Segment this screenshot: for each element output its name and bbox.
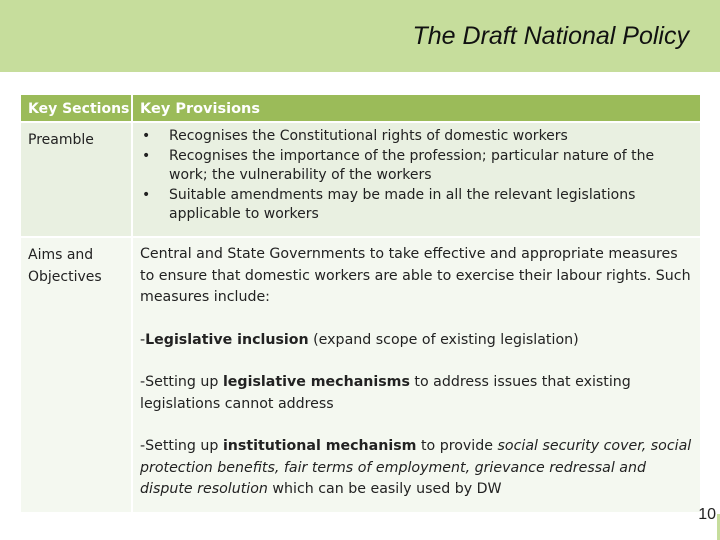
text-span: -Setting up	[140, 438, 223, 454]
bold-text: Legislative inclusion	[145, 331, 309, 348]
section-label-preamble: Preamble	[28, 132, 94, 148]
bullet-icon: •	[142, 147, 151, 164]
provisions-cell	[133, 123, 700, 236]
header-key-sections: Key Sections	[21, 95, 133, 121]
page-number: 10	[698, 506, 716, 523]
bullet-icon: •	[142, 128, 151, 144]
section-cell	[21, 238, 133, 512]
bullet-text: Suitable amendments may be made in all the relevant legislations applicable to workers	[169, 186, 636, 222]
aims-intro: Central and State Governments to take effective and appropriate measures to ensure that domestic workers are able to exercise their labour rights. Such measures include:	[140, 246, 691, 305]
text-span: -	[140, 331, 146, 348]
list-item	[140, 186, 694, 225]
provisions-cell	[133, 238, 700, 512]
table-row-preamble	[21, 123, 700, 238]
title-band	[0, 0, 720, 72]
bullet-text: Recognises the importance of the profession; particular nature of the work; the vulnerability of the workers	[169, 147, 655, 183]
bullet-text: Recognises the Constitutional rights of domestic workers	[169, 128, 568, 144]
list-item	[140, 127, 694, 147]
table-header-row	[21, 95, 700, 123]
italic-text: social security cover, social protection benefits, fair terms of employment, grievance redressal and dispute resolution	[140, 438, 692, 497]
section-cell	[21, 123, 133, 236]
page-corner-frame	[0, 514, 720, 540]
section-label-aims: Aims and Objectives	[28, 247, 102, 285]
bold-text: institutional mechanism	[222, 438, 417, 454]
measure-legislative-inclusion	[140, 330, 694, 352]
slide-title: The Draft National Policy	[412, 22, 689, 50]
bullet-icon: •	[142, 186, 151, 203]
text-span: -Setting up	[140, 374, 223, 390]
text-span: which can be easily used by DW	[267, 481, 502, 497]
measure-legislative-mechanisms	[140, 372, 694, 415]
table-row-aims	[21, 238, 700, 514]
bold-text: legislative mechanisms	[222, 374, 410, 390]
header-key-provisions: Key Provisions	[140, 101, 260, 117]
measure-institutional-mechanism	[140, 436, 694, 501]
text-span: (expand scope of existing legislation)	[308, 331, 579, 348]
provisions-table	[21, 95, 700, 514]
text-span: to provide	[416, 438, 498, 454]
text-span: to address issues that existing legislations cannot address	[140, 374, 631, 412]
list-item	[140, 147, 694, 186]
